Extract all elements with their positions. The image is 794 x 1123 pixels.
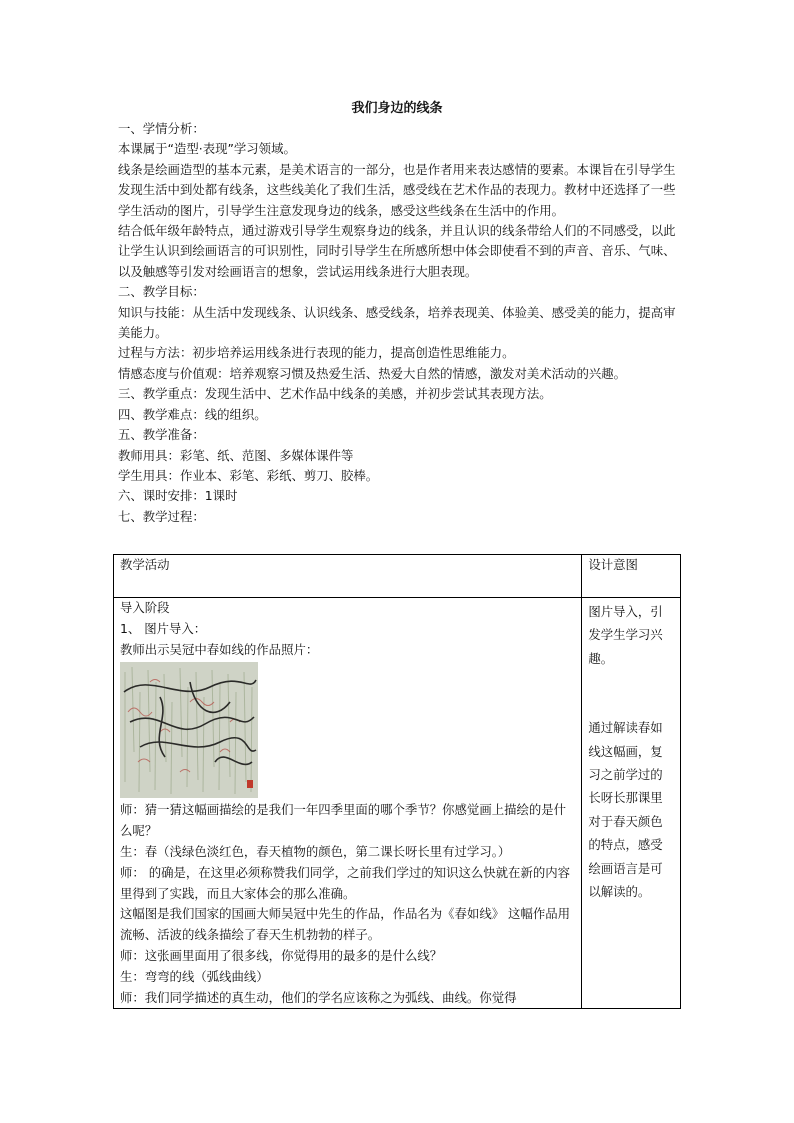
header-intent: 设计意图 bbox=[582, 555, 681, 598]
activity-line: 教师出示吴冠中春如线的作品照片： bbox=[120, 641, 319, 657]
lesson-plan-body bbox=[118, 119, 683, 527]
dialogue-line: 师： 的确是，在这里必须称赞我们同学，之前我们学过的知识这么快就在新的内容里得到了实践，而且大家体会的那么准确。 bbox=[120, 864, 571, 901]
paragraph: 过程与方法：初步培养运用线条进行表现的能力，提高创造性思维能力。 bbox=[118, 345, 515, 361]
table-header-row bbox=[114, 555, 681, 598]
dialogue-line: 师：我们同学描述的真生动，他们的学名应该称之为弧线、曲线。你觉得 bbox=[120, 989, 517, 1005]
spacer bbox=[588, 670, 674, 716]
intent-text: 图片导入，引发学生学习兴趣。 bbox=[588, 604, 663, 666]
teacher-materials: 教师用具：彩笔、纸、范图、多媒体课件等 bbox=[118, 447, 354, 463]
header-activity: 教学活动 bbox=[114, 555, 582, 598]
section-heading-prep: 五、教学准备： bbox=[118, 427, 205, 443]
dialogue-line: 这幅图是我们国家的国画大师吴冠中先生的作品，作品名为《春如线》 这幅作品用流畅、活波的线条描绘了春天生机勃勃的样子。 bbox=[120, 906, 571, 943]
intent-cell bbox=[582, 598, 681, 1009]
paragraph: 结合低年级年龄特点，通过游戏引导学生观察身边的线条，并且认识的线条带给人们的不同感受，以此让学生认识到绘画语言的可识别性，同时引导学生在所感所想中体会即使看不到的声音、音乐、气味、以及触感等引发对绘画语言的想象，尝试运用线条进行大胆表现。 bbox=[118, 223, 676, 279]
section-difficulty: 四、教学难点：线的组织。 bbox=[118, 406, 267, 422]
paragraph: 情感态度与价值观：培养观察习惯及热爱生活、热爱大自然的情感，激发对美术活动的兴趣。 bbox=[118, 365, 627, 381]
section-heading-process: 七、教学过程： bbox=[118, 508, 205, 524]
activity-line: 导入阶段 bbox=[120, 600, 170, 615]
section-heading-goals: 二、教学目标： bbox=[118, 284, 205, 300]
section-schedule: 六、课时安排：1课时 bbox=[118, 488, 238, 504]
paragraph: 线条是绘画造型的基本元素，是美术语言的一部分，也是作者用来表达感情的要素。本课旨在引导学生发现生活中到处都有线条，这些线美化了我们生活，感受线在艺术作品的表现力。教材中还选择了一些学生活动的图片，引导学生注意发现身边的线条，感受这些线条在生活中的作用。 bbox=[118, 161, 676, 218]
document-title: 我们身边的线条 bbox=[351, 101, 443, 116]
dialogue-line: 师：这张画里面用了很多线，你觉得用的最多的是什么线？ bbox=[120, 947, 443, 963]
paragraph: 知识与技能：从生活中发现线条、认识线条、感受线条，培养表现美、体验美、感受美的能力，提高审美能力。 bbox=[118, 304, 676, 341]
dialogue-line: 生：春（浅绿色淡红色，春天植物的颜色，第二课长呀长里有过学习。） bbox=[120, 843, 511, 859]
activity-line: 1、 图片导入： bbox=[120, 620, 207, 636]
paragraph: 本课属于“造型·表现”学习领域。 bbox=[118, 141, 296, 157]
dialogue-line: 师：猜一猜这幅画描绘的是我们一年四季里面的哪个季节？你感觉画上描绘的是什么呢？ bbox=[120, 802, 567, 839]
section-key-points: 三、教学重点：发现生活中、艺术作品中线条的美感，并初步尝试其表现方法。 bbox=[118, 386, 552, 402]
intent-text: 通过解读春如线这幅画，复习之前学过的长呀长那课里对于春天颜色的特点，感受绘画语言是可以解读的。 bbox=[588, 720, 663, 900]
section-heading-analysis: 一、学情分析： bbox=[118, 121, 205, 136]
dialogue-line: 生：弯弯的线（弧线曲线） bbox=[120, 968, 269, 984]
spring-painting-image bbox=[120, 662, 258, 798]
student-materials: 学生用具：作业本、彩笔、彩纸、剪刀、胶棒。 bbox=[118, 467, 379, 483]
table-row bbox=[114, 598, 681, 1009]
teaching-process-table bbox=[113, 554, 681, 1009]
activity-cell bbox=[114, 598, 582, 1009]
